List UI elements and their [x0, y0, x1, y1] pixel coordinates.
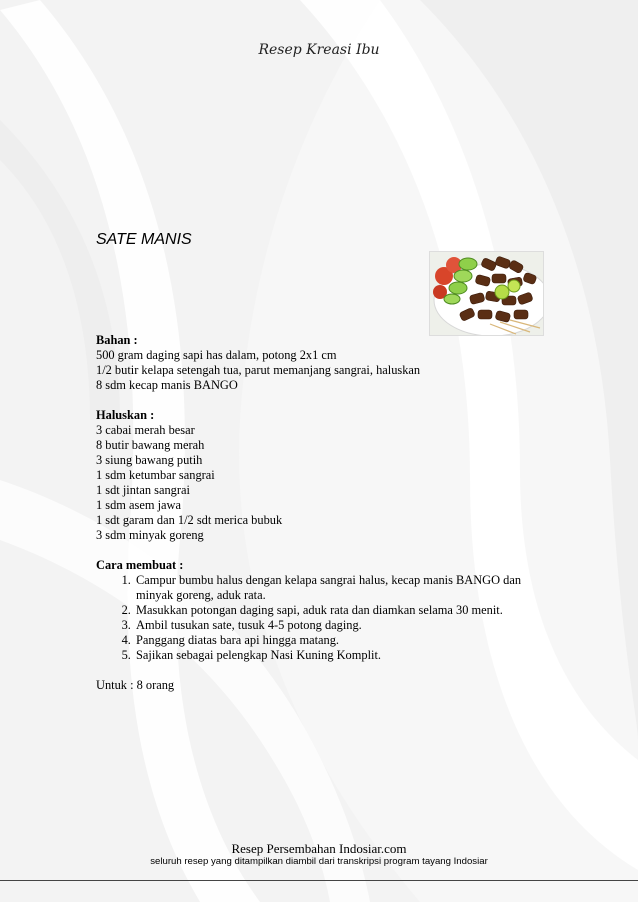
method-step: 4. Panggang diatas bara api hingga matang. [134, 633, 556, 648]
footer-title: Resep Persembahan Indosiar.com [231, 841, 407, 856]
serving-size: Untuk : 8 orang [96, 678, 175, 692]
paste-ingredient-line: 1 sdt jintan sangrai [96, 483, 190, 497]
ingredient-line: 500 gram daging sapi has dalam, potong 2x1 cm [96, 348, 337, 362]
paste-ingredient-line: 3 siung bawang putih [96, 453, 203, 467]
satay-dish-photo [429, 251, 544, 336]
ingredient-line: 8 sdm kecap manis BANGO [96, 378, 238, 392]
page-header-title: Resep Kreasi Ibu [258, 42, 380, 58]
method-steps [96, 573, 556, 663]
paste-ingredient-line: 3 sdm minyak goreng [96, 528, 204, 542]
method-step: 2. Masukkan potongan daging sapi, aduk rata dan diamkan selama 30 menit. [134, 603, 556, 618]
paste-heading: Haluskan : [96, 408, 155, 422]
paste-ingredient-line: 3 cabai merah besar [96, 423, 195, 437]
ingredients-heading: Bahan : [96, 333, 138, 347]
recipe-title: SATE MANIS [96, 231, 192, 248]
paste-ingredient-line: 8 butir bawang merah [96, 438, 205, 452]
recipe-body [96, 333, 556, 693]
paste-ingredient-line: 1 sdm asem jawa [96, 498, 181, 512]
ingredient-line: 1/2 butir kelapa setengah tua, parut memanjang sangrai, haluskan [96, 363, 421, 377]
paste-ingredient-line: 1 sdm ketumbar sangrai [96, 468, 215, 482]
paste-ingredient-line: 1 sdt garam dan 1/2 sdt merica bubuk [96, 513, 283, 527]
method-step: 5. Sajikan sebagai pelengkap Nasi Kuning Komplit. [134, 648, 556, 663]
footer-divider [0, 880, 638, 881]
method-step: 1. Campur bumbu halus dengan kelapa sangrai halus, kecap manis BANGO dan minyak goreng, aduk rata. [134, 573, 556, 603]
method-heading: Cara membuat : [96, 558, 184, 572]
footer-disclaimer: seluruh resep yang ditampilkan diambil dari transkripsi program tayang Indosiar [150, 856, 488, 867]
method-step: 3. Ambil tusukan sate, tusuk 4-5 potong daging. [134, 618, 556, 633]
